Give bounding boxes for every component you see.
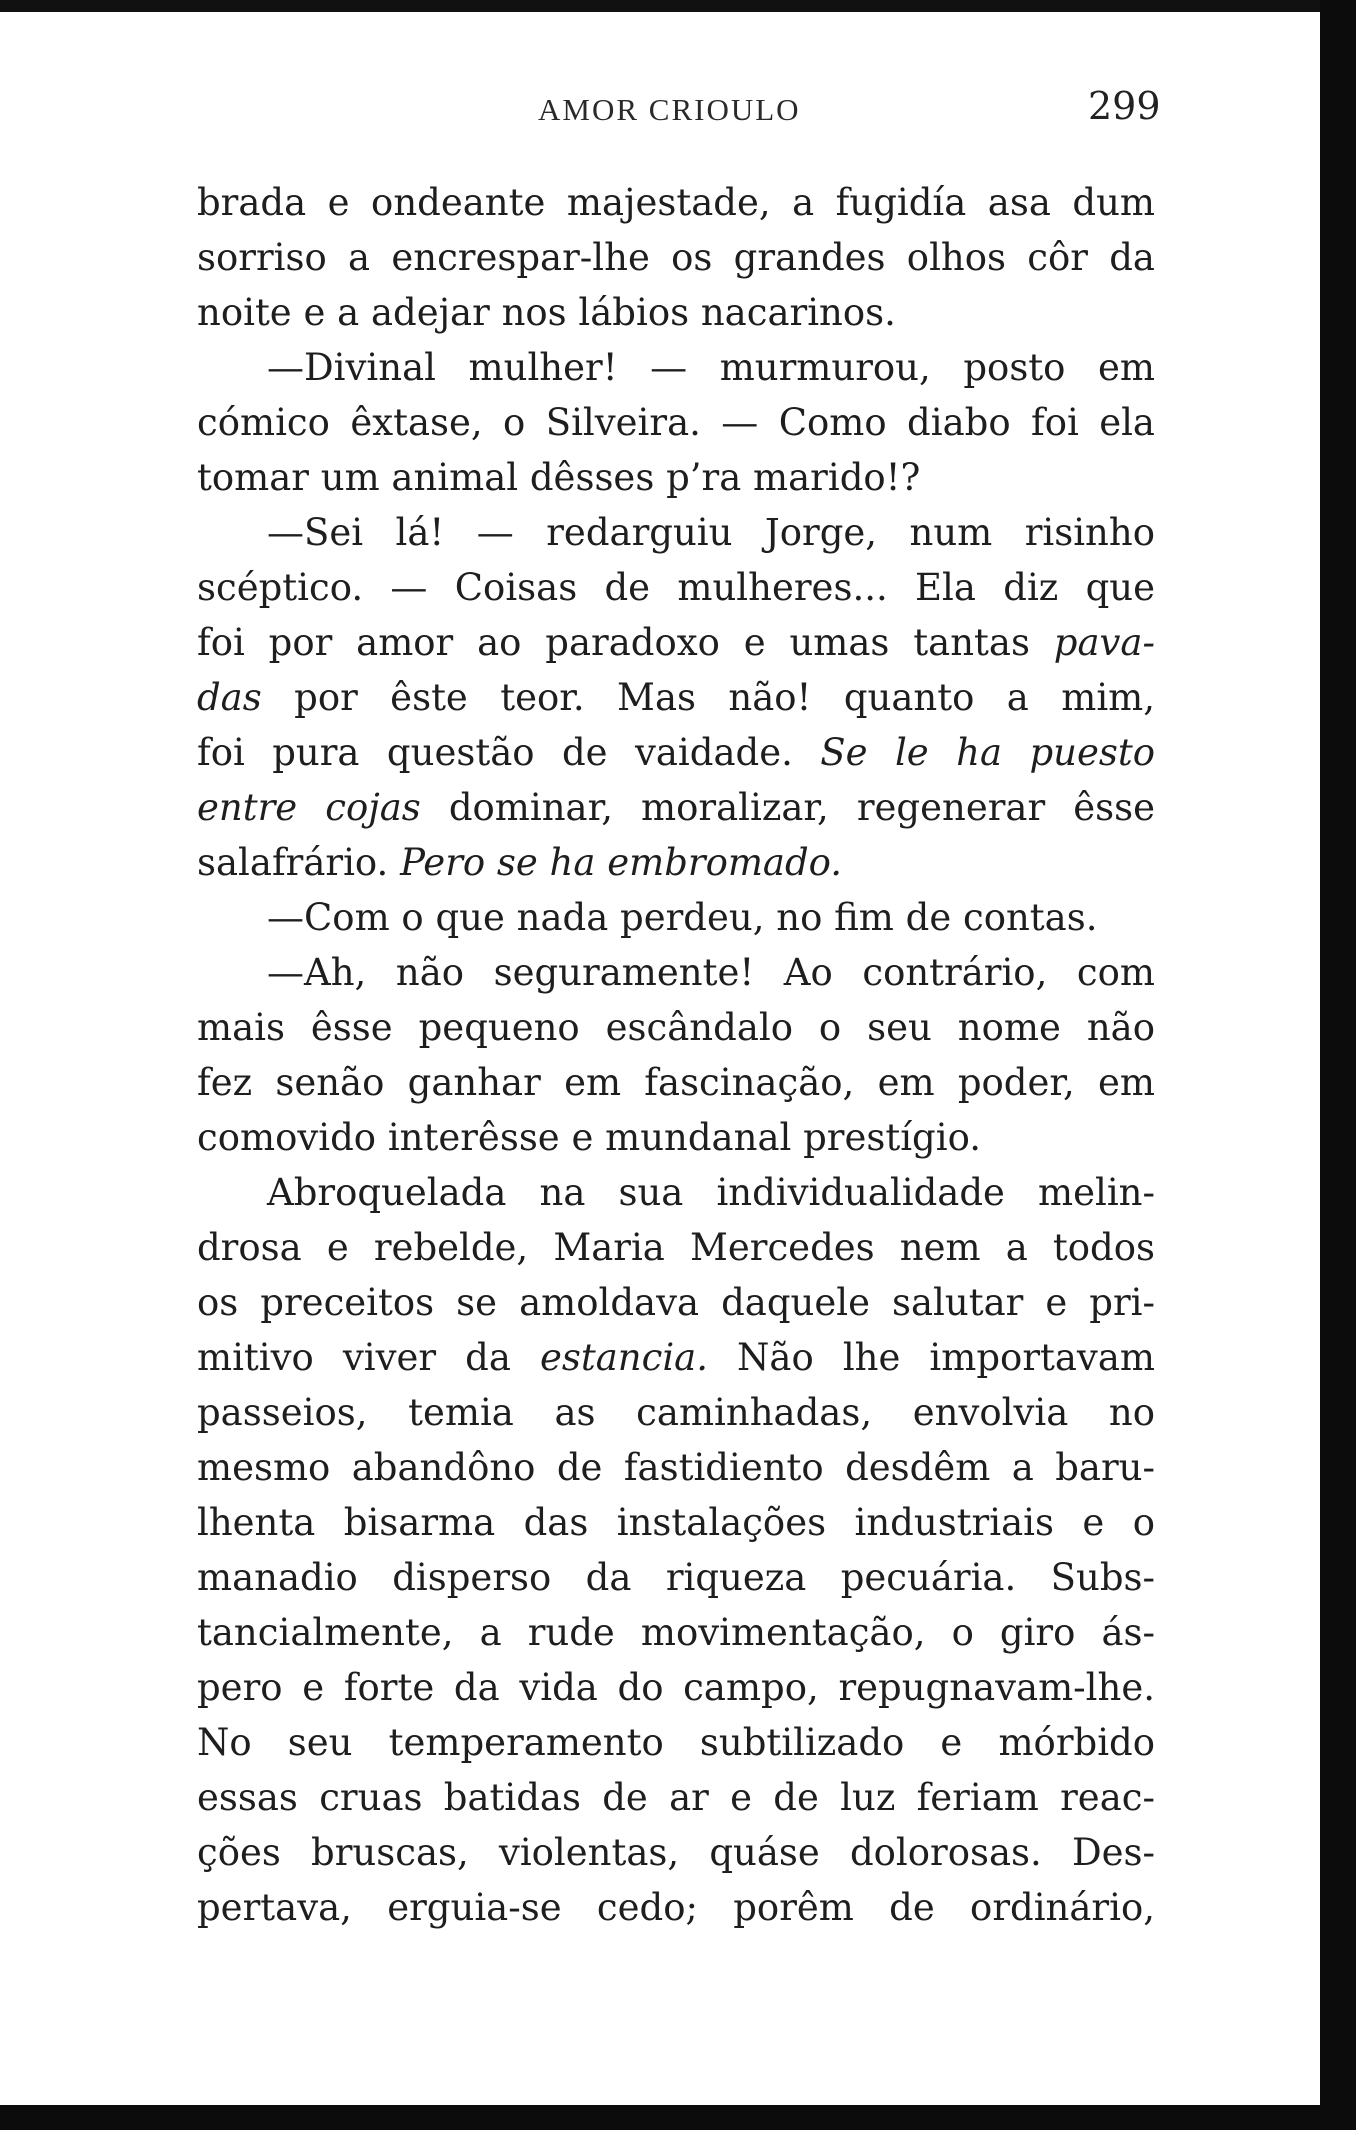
page-number: 299 bbox=[1088, 84, 1161, 128]
italic-text-run: Se le ha puesto bbox=[820, 731, 1155, 774]
text-run: Abroquelada na sua individualidade melin- bbox=[267, 1171, 1155, 1214]
text-run: No seu temperamento subtilizado e mórbido bbox=[197, 1721, 1155, 1764]
italic-text-run: Pero se ha embromado. bbox=[400, 841, 843, 884]
text-run: scéptico. — Coisas de mulheres... Ela diz que bbox=[197, 566, 1155, 609]
scan-edge-bottom bbox=[0, 2105, 1356, 2130]
text-line bbox=[197, 835, 1155, 890]
text-line bbox=[197, 890, 1155, 945]
text-run: lhenta bisarma das instalações industriais e o bbox=[197, 1501, 1155, 1544]
text-line bbox=[197, 1660, 1155, 1715]
italic-text-run: pava- bbox=[1053, 621, 1155, 664]
text-line bbox=[197, 1055, 1155, 1110]
text-run: fez senão ganhar em fascinação, em poder, em bbox=[197, 1061, 1155, 1104]
text-run: dominar, moralizar, regenerar êsse bbox=[420, 786, 1155, 829]
italic-text-run: estancia. bbox=[539, 1336, 708, 1379]
text-run: comovido interêsse e mundanal prestígio. bbox=[197, 1116, 981, 1159]
text-line bbox=[197, 1495, 1155, 1550]
text-line bbox=[197, 1220, 1155, 1275]
text-line bbox=[197, 1110, 1155, 1165]
text-line bbox=[197, 450, 1155, 505]
text-line bbox=[197, 780, 1155, 835]
scan-edge-right bbox=[1320, 0, 1356, 2130]
text-line bbox=[197, 1605, 1155, 1660]
text-run: essas cruas batidas de ar e de luz feriam reac- bbox=[197, 1776, 1155, 1819]
text-line bbox=[197, 340, 1155, 395]
text-run: cómico êxtase, o Silveira. — Como diabo foi ela bbox=[197, 401, 1155, 444]
text-line bbox=[197, 1770, 1155, 1825]
text-run: os preceitos se amoldava daquele salutar e pri- bbox=[197, 1281, 1155, 1324]
body-text bbox=[197, 175, 1155, 1935]
text-line bbox=[197, 560, 1155, 615]
text-line bbox=[197, 230, 1155, 285]
text-line bbox=[197, 1000, 1155, 1055]
text-run: manadio disperso da riqueza pecuária. Subs- bbox=[197, 1556, 1155, 1599]
text-line bbox=[197, 285, 1155, 340]
text-line bbox=[197, 395, 1155, 450]
text-line bbox=[197, 505, 1155, 560]
running-title: AMOR CRIOULO bbox=[538, 92, 801, 127]
text-line bbox=[197, 1275, 1155, 1330]
text-run: noite e a adejar nos lábios nacarinos. bbox=[197, 291, 896, 334]
text-run: pero e forte da vida do campo, repugnavam-lhe. bbox=[197, 1666, 1155, 1709]
scan-edge-top bbox=[0, 0, 1325, 12]
text-run: —Divinal mulher! — murmurou, posto em bbox=[267, 346, 1155, 389]
text-line bbox=[197, 670, 1155, 725]
text-line bbox=[197, 1825, 1155, 1880]
text-line bbox=[197, 725, 1155, 780]
text-run: tancialmente, a rude movimentação, o giro ás- bbox=[197, 1611, 1155, 1654]
text-line bbox=[197, 1330, 1155, 1385]
text-run: mais êsse pequeno escândalo o seu nome não bbox=[197, 1006, 1155, 1049]
text-line bbox=[197, 175, 1155, 230]
italic-text-run: das bbox=[197, 676, 262, 719]
text-line bbox=[197, 945, 1155, 1000]
text-line bbox=[197, 1385, 1155, 1440]
text-run: drosa e rebelde, Maria Mercedes nem a todos bbox=[197, 1226, 1155, 1269]
text-run: sorriso a encrespar-lhe os grandes olhos côr da bbox=[197, 236, 1155, 279]
text-run: pertava, erguia-se cedo; porêm de ordinário, bbox=[197, 1886, 1155, 1929]
text-run: mesmo abandôno de fastidiento desdêm a baru- bbox=[197, 1446, 1155, 1489]
text-run: —Ah, não seguramente! Ao contrário, com bbox=[267, 951, 1155, 994]
text-run: passeios, temia as caminhadas, envolvia no bbox=[197, 1391, 1155, 1434]
text-line bbox=[197, 1165, 1155, 1220]
italic-text-run: entre cojas bbox=[197, 786, 421, 829]
text-run: salafrário. bbox=[197, 841, 401, 884]
text-run: —Com o que nada perdeu, no fim de contas. bbox=[267, 896, 1098, 939]
text-run: mitivo viver da bbox=[197, 1336, 540, 1379]
text-run: foi por amor ao paradoxo e umas tantas bbox=[197, 621, 1054, 664]
text-run: foi pura questão de vaidade. bbox=[197, 731, 821, 774]
text-run: tomar um animal dêsses p’ra marido!? bbox=[197, 456, 921, 499]
text-line bbox=[197, 1880, 1155, 1935]
text-run: ções bruscas, violentas, quáse dolorosas. Des- bbox=[197, 1831, 1155, 1874]
text-run: Não lhe importavam bbox=[707, 1336, 1155, 1379]
text-line bbox=[197, 1715, 1155, 1770]
text-run: —Sei lá! — redarguiu Jorge, num risinho bbox=[267, 511, 1155, 554]
text-line bbox=[197, 615, 1155, 670]
text-line bbox=[197, 1550, 1155, 1605]
text-line bbox=[197, 1440, 1155, 1495]
text-run: por êste teor. Mas não! quanto a mim, bbox=[261, 676, 1155, 719]
text-run: brada e ondeante majestade, a fugidía asa dum bbox=[197, 181, 1155, 224]
